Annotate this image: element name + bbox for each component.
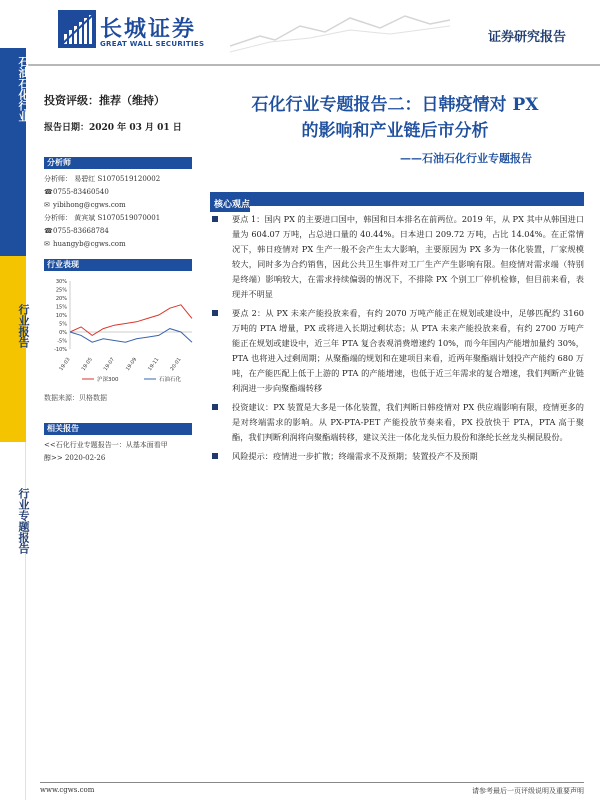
investment-rating: 投资评级：推荐（维持）	[44, 94, 165, 107]
footer-disclaimer: 请参考最后一页评级说明及重要声明	[472, 787, 584, 795]
y-tick-label: 10%	[55, 313, 67, 319]
investment-advice: 投资建议：PX 装置是大多是一体化装置，我们判断日韩疫情对 PX 供应端影响有限，疫情更多的是对终端需求的影响。从 PX-PTA-PET 产能投放节奏来看，PX 投放快于 PTA，PTA 高于聚酯，我们判断利润将向聚酯端转移，建议关注一体化龙头恒力股份和涤纶长丝龙头桐昆股份。	[210, 400, 584, 445]
report-title-line: 石化行业专题报告二：日韩疫情对 PX	[251, 95, 539, 115]
header-divider	[0, 64, 600, 66]
trend-chart-svg	[44, 277, 198, 387]
related-report-line: 醇>> 2020-02-26	[44, 454, 106, 462]
y-tick-label: -5%	[57, 338, 67, 345]
y-tick-label: -10%	[54, 347, 67, 353]
legend-label: 沪深300	[97, 377, 119, 383]
trend-section-title: 行业表现	[44, 259, 192, 271]
phone-icon: ☎	[44, 188, 53, 196]
report-date: 报告日期：2020 年 03 月 01 日	[44, 123, 182, 133]
bullet-square-icon	[212, 453, 218, 459]
x-tick-label: 19-09	[124, 356, 139, 373]
side-label-report: 行业报告	[17, 304, 30, 348]
bullet-square-icon	[212, 216, 218, 222]
report-header	[0, 0, 600, 64]
analyst-line: 分析师： 黄宾斌 S1070519070001	[44, 214, 161, 222]
related-section-title: 相关报告	[44, 423, 192, 435]
key-point: 要点 2：从 PX 未来产能投放来看，有约 2070 万吨产能正在规划或建设中，足够匹配约 3160 万吨的 PTA 增量，PX 或将进入长期过剩状态；从 PTA 未来产能投放来看，有约 2700 万吨产能正在规划或建设中，近三年 PTA 复合表观消费增速约 10%，而今年国内产能增加量约 30%，PTA 也将进入过剩周期；从聚酯端的规划和在建项目来看，近两年聚酯端计划投产产能约 680 万吨，在产能匹配上低于上游的 PTA 的产能增速，也低于近三年需求的复合增速，我们判断产业链利润进一步向聚酯端转移	[210, 306, 584, 396]
side-label-type: 行业专题报告	[17, 488, 30, 554]
risk-warning: 风险提示：疫情进一步扩散；终端需求不及预期；装置投产不及预期	[210, 449, 584, 464]
x-tick-label: 19-07	[102, 356, 117, 373]
series-line	[70, 305, 192, 336]
y-tick-label: 20%	[55, 296, 67, 302]
great-wall-watermark-icon	[230, 6, 450, 56]
email-icon: ✉	[44, 240, 50, 248]
y-tick-label: 25%	[55, 287, 67, 294]
core-points	[210, 212, 584, 468]
footer-url[interactable]: www.cgws.com	[40, 786, 95, 794]
x-tick-label: 20-01	[169, 356, 183, 373]
core-views-label: 核心观点	[210, 198, 250, 212]
brand-name-en: GREAT WALL SECURITIES	[100, 40, 205, 48]
side-band-report	[0, 256, 26, 442]
related-report-line: <<石化行业专题报告一：从基本面看甲	[44, 441, 168, 449]
industry-trend-chart	[44, 277, 198, 387]
analyst-line: 分析师： 易碧红 S1070519120002	[44, 175, 161, 183]
report-title	[206, 92, 584, 144]
bullet-square-icon	[212, 310, 218, 316]
report-subtitle: ——石油石化行业专题报告	[400, 152, 532, 165]
analyst-line[interactable]: ✉ yibihong@cgws.com	[44, 199, 194, 212]
analyst-line[interactable]: ✉ huangyb@cgws.com	[44, 238, 194, 251]
report-title-line: 的影响和产业链后市分析	[301, 121, 489, 141]
series-line	[70, 329, 192, 343]
x-tick-label: 19-03	[58, 356, 72, 373]
email-icon: ✉	[44, 201, 50, 209]
core-views-bar	[210, 192, 584, 210]
y-tick-label: 0%	[59, 330, 67, 336]
legend-label: 石油石化	[159, 377, 182, 383]
analyst-section-title: 分析师	[44, 157, 192, 169]
side-label-industry: 石油石化行业	[17, 56, 30, 122]
analyst-line: ☎0755-83668784	[44, 225, 194, 238]
footer-divider	[40, 782, 584, 783]
great-wall-logo-icon	[58, 10, 96, 48]
key-point: 要点 1：国内 PX 的主要进口国中，韩国和日本排名在前两位。2019 年，从 PX 其中从韩国进口量为 604.07 万吨，占总进口量的 40.44%。日本进口 209.72 万吨，占比 14.04%。在正常情况下，韩日疫情对 PX 生产一般不会产生太大影响，主要原因为 PX 多为一体化装置，厂家规模较大，同时多为合约销售，因此公共卫生事件对工厂生产产生影响有限。但疫情对需求端（特别是终端）影响较大，在需求持续偏弱的情况下，不排除 PX 个别工厂停机检修，但目前来看，表现并不明显	[210, 212, 584, 302]
x-tick-label: 19-05	[80, 356, 94, 373]
y-tick-label: 5%	[59, 321, 67, 328]
side-band	[0, 48, 30, 800]
x-tick-label: 19-11	[147, 356, 161, 373]
y-tick-label: 15%	[55, 304, 67, 311]
related-report-link[interactable]	[44, 439, 194, 465]
phone-icon: ☎	[44, 227, 53, 235]
report-type-label: 证券研究报告	[487, 30, 566, 45]
data-source: 数据来源：贝格数据	[44, 394, 107, 402]
brand-name-cn: 长城证券	[100, 17, 197, 42]
y-tick-label: 30%	[55, 279, 67, 285]
analyst-line: ☎0755-83460540	[44, 186, 194, 199]
info-column	[44, 92, 194, 465]
bullet-square-icon	[212, 404, 218, 410]
